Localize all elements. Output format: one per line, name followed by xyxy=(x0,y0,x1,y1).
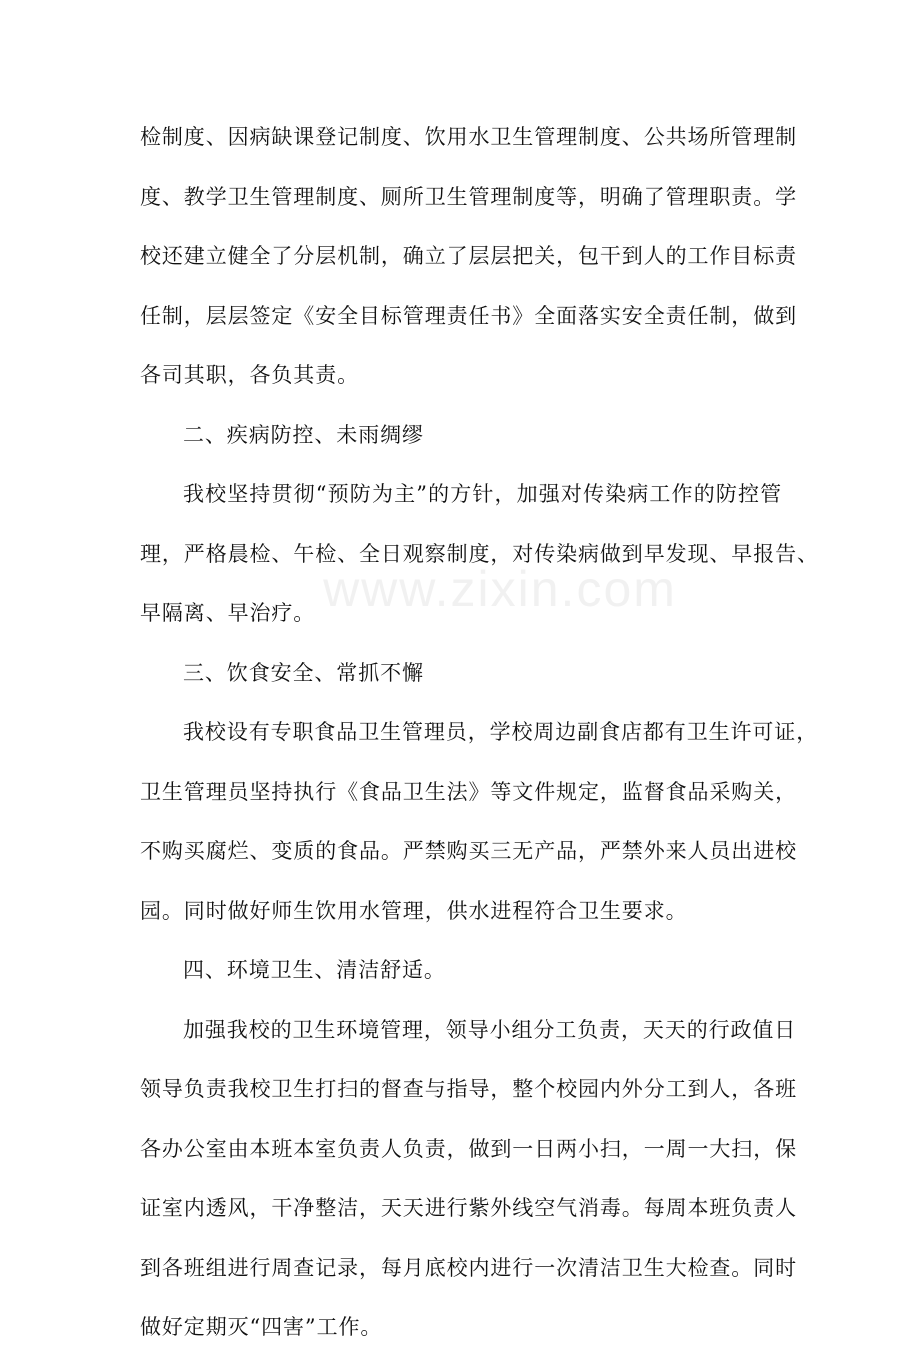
body-line: 证室内透风，干净整洁，天天进行紫外线空气消毒。每周本班负责人 xyxy=(140,1196,797,1220)
body-line: 早隔离、早治疗。 xyxy=(140,601,316,625)
body-line: 我校坚持贯彻“预防为主”的方针，加强对传染病工作的防控管 xyxy=(183,482,782,506)
body-line: 做好定期灭“四害”工作。 xyxy=(140,1315,383,1339)
section-heading-2: 二、疾病防控、未雨绸缪 xyxy=(183,422,424,447)
body-line: 加强我校的卫生环境管理，领导小组分工负责，天天的行政值日 xyxy=(183,1017,797,1042)
watermark: www.zixin.com xyxy=(323,561,677,617)
body-line: 任制，层层签定《安全目标管理责任书》全面落实安全责任制，做到 xyxy=(140,303,797,328)
body-line: 园。同时做好师生饮用水管理，供水进程符合卫生要求。 xyxy=(140,898,688,923)
body-line: 各办公室由本班本室负责人负责，做到一日两小扫，一周一大扫，保 xyxy=(140,1136,797,1161)
body-line: 我校设有专职食品卫生管理员，学校周边副食店都有卫生许可证， xyxy=(183,720,819,744)
body-line: 领导负责我校卫生打扫的督查与指导，整个校园内外分工到人，各班 xyxy=(140,1077,797,1101)
body-line: 卫生管理员坚持执行《食品卫生法》等文件规定，监督食品采购关， xyxy=(140,779,797,804)
body-line: 理，严格晨检、午检、全日观察制度，对传染病做到早发现、早报告、 xyxy=(140,541,819,566)
body-line: 不购买腐烂、变质的食品。严禁购买三无产品，严禁外来人员出进校 xyxy=(140,839,797,863)
document-body xyxy=(140,118,819,1368)
body-line: 各司其职，各负其责。 xyxy=(140,363,359,387)
body-line: 检制度、因病缺课登记制度、饮用水卫生管理制度、公共场所管理制 xyxy=(140,125,797,149)
body-line: 到各班组进行周查记录，每月底校内进行一次清洁卫生大检查。同时 xyxy=(140,1255,797,1280)
body-line: 校还建立健全了分层机制，确立了层层把关，包干到人的工作目标责 xyxy=(140,244,797,268)
body-line: 度、教学卫生管理制度、厕所卫生管理制度等，明确了管理职责。学 xyxy=(140,184,797,209)
section-heading-3: 三、饮食安全、常抓不懈 xyxy=(183,660,424,685)
section-heading-4: 四、环境卫生、清洁舒适。 xyxy=(183,958,446,982)
